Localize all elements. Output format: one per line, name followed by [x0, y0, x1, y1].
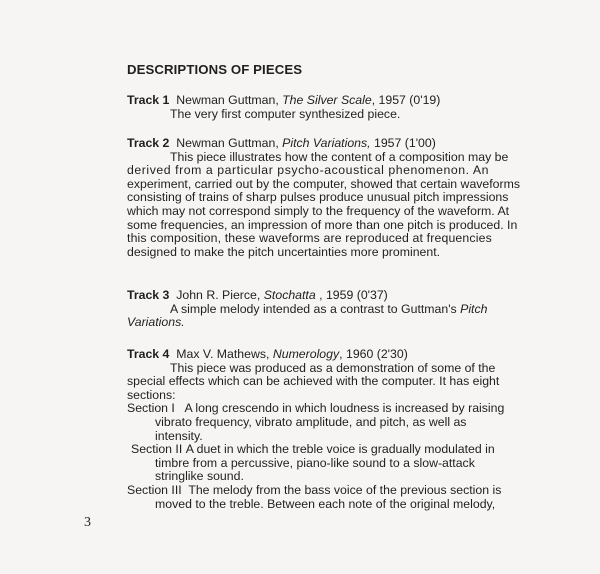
- section-1-label: Section I: [127, 401, 175, 416]
- track-1-title: The Silver Scale: [282, 93, 372, 107]
- section-3-text: The melody from the bass voice of the previous section is: [188, 482, 502, 497]
- section-3-line: moved to the treble. Between each note of the original melody,: [155, 496, 496, 511]
- section-2-label: Section II: [131, 442, 183, 457]
- track-2-header: [127, 137, 547, 151]
- section-2-text: A duet in which the treble voice is gradually modulated in: [185, 442, 495, 457]
- track-3-title: Stochatta: [263, 288, 316, 302]
- section-2-line: stringlike sound.: [155, 469, 244, 484]
- track-2-composer: Newman Guttman,: [176, 136, 279, 150]
- track-1-label: Track 1: [127, 93, 170, 107]
- track-4-header: [127, 348, 547, 362]
- track-1-composer: Newman Guttman,: [176, 93, 279, 107]
- track-3-composer: John R. Pierce,: [176, 288, 261, 302]
- track-3-desc-title: Pitch: [460, 301, 488, 316]
- section-2: [127, 443, 547, 457]
- section-2-line: timbre from a percussive, piano-like sound to a slow-attack: [155, 455, 475, 470]
- track-2-title: Pitch Variations,: [282, 136, 371, 150]
- track-3-desc-line: [127, 303, 547, 317]
- track-3-meta: , 1959 (0'37): [315, 288, 388, 302]
- track-2-desc-line: consisting of trains of sharp pulses produce unusual pitch impressions: [127, 190, 509, 205]
- page-heading: DESCRIPTIONS OF PIECES: [127, 62, 303, 77]
- track-4-desc-line: sections:: [127, 387, 176, 402]
- track-2-desc-line: derived from a particular psycho-acoustical phenomenon. An: [127, 163, 490, 178]
- track-4-title: Numerology: [272, 347, 340, 361]
- track-4-desc-line: special effects which can be achieved with the computer. It has eight: [127, 374, 500, 389]
- section-3: [127, 484, 547, 498]
- track-3-desc-line2: Variations.: [127, 315, 185, 330]
- track-4-desc-line: This piece was produced as a demonstration of some of the: [170, 360, 496, 375]
- track-1-meta: , 1957 (0'19): [371, 93, 441, 107]
- track-3-label: Track 3: [127, 288, 170, 302]
- track-2-desc-line: This piece illustrates how the content of a composition may be: [170, 149, 509, 164]
- track-4-meta: , 1960 (2'30): [339, 347, 408, 361]
- track-2-desc-line: experiment, carried out by the computer, showed that certain waveforms: [127, 176, 521, 191]
- track-4-composer: Max V. Mathews,: [176, 347, 270, 361]
- page-number: 3: [84, 515, 91, 530]
- track-2-desc-line: some frequencies, an impression of more than one pitch is produced. In: [127, 217, 518, 232]
- track-4-label: Track 4: [127, 347, 170, 361]
- track-1-entry: [127, 94, 547, 121]
- section-3-label: Section III: [127, 482, 182, 497]
- track-2-desc-line: this composition, these waveforms are reproduced at frequencies: [127, 231, 492, 246]
- section-1-line: intensity.: [155, 428, 203, 443]
- track-1-description: The very first computer synthesized piece.: [170, 106, 401, 121]
- section-1-text: A long crescendo in which loudness is increased by raising: [184, 401, 505, 416]
- track-3-header: [127, 289, 547, 303]
- track-2-desc-line: designed to make the pitch uncertainties more prominent.: [127, 244, 441, 259]
- track-3-desc-text: A simple melody intended as a contrast to Guttman's: [170, 301, 457, 316]
- section-1-line: vibrato frequency, vibrato amplitude, and pitch, as well as: [155, 414, 467, 429]
- section-1: [127, 402, 547, 416]
- track-3-entry: [127, 289, 547, 330]
- track-4-entry: [127, 348, 547, 511]
- track-2-entry: [127, 137, 547, 259]
- track-2-desc-line: which may not correspond simply to the frequency of the waveform. At: [127, 203, 510, 218]
- track-1-header: [127, 94, 547, 108]
- track-2-label: Track 2: [127, 136, 170, 150]
- track-2-meta: 1957 (1'00): [370, 136, 436, 150]
